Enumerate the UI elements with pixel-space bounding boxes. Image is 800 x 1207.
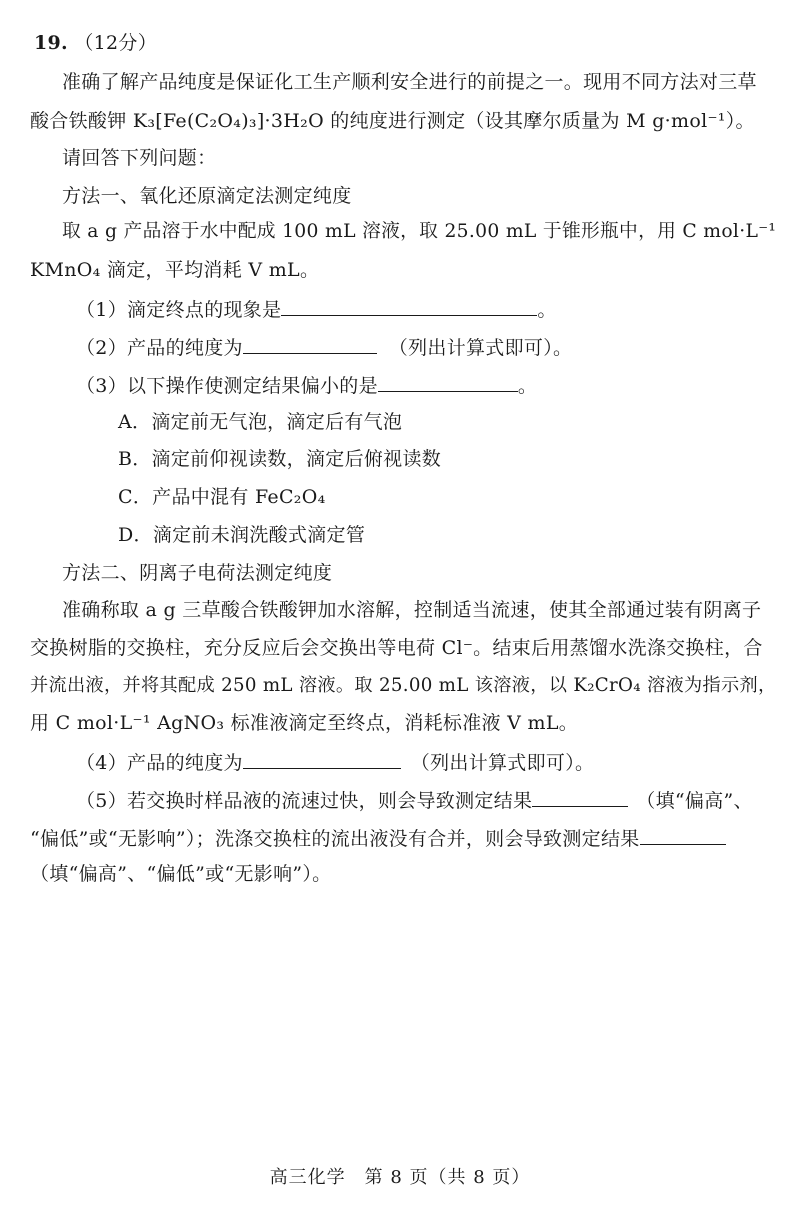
- subquestion-1-end: 。: [537, 299, 557, 321]
- subquestion-4-text: （4）产品的纯度为: [76, 752, 243, 774]
- option-a: A．滴定前无气泡，滴定后有气泡: [118, 411, 403, 433]
- subquestion-1-text: （1）滴定终点的现象是: [76, 299, 282, 321]
- subquestion-2-end: （列出计算式即可）。: [388, 337, 573, 359]
- question-score: （12分）: [74, 32, 157, 54]
- method2-desc-line-3: 并流出液，并将其配成 250 mL 溶液。取 25.00 mL 该溶液，以 K₂CrO₄ 溶液为指示剂，: [30, 675, 777, 696]
- option-c: C．产品中混有 FeC₂O₄: [118, 486, 326, 508]
- subquestion-2-text: （2）产品的纯度为: [76, 337, 243, 359]
- method1-title: 方法一、氧化还原滴定法测定纯度: [62, 185, 352, 207]
- subquestion-5-line-3: （填“偏高”、“偏低”或“无影响”）。: [30, 863, 332, 885]
- subquestion-1: [76, 295, 557, 323]
- question-number: 19.: [34, 32, 68, 54]
- method2-title: 方法二、阴离子电荷法测定纯度: [62, 562, 333, 584]
- method2-desc-line-4: 用 C mol·L⁻¹ AgNO₃ 标准液滴定至终点，消耗标准液 V mL。: [30, 712, 579, 734]
- subquestion-3-end: 。: [517, 375, 538, 397]
- answer-blank-3[interactable]: [378, 371, 518, 392]
- subquestion-4: [76, 748, 594, 776]
- subquestion-5-line-1: [76, 786, 753, 814]
- method2-desc-line-1: 准确称取 a g 三草酸合铁酸钾加水溶解，控制适当流速，使其全部通过装有阴离子: [62, 599, 762, 621]
- answer-blank-2[interactable]: [243, 333, 377, 354]
- subquestion-5-text: （5）若交换时样品液的流速过快，则会导致测定结果: [76, 790, 533, 812]
- option-b: B．滴定前仰视读数，滴定后俯视读数: [118, 448, 442, 470]
- subquestion-5-line-2-text: “偏低”或“无影响”）；洗涤交换柱的流出液没有合并，则会导致测定结果: [30, 828, 640, 850]
- intro-line-2: 酸合铁酸钾 K₃[Fe(C₂O₄)₃]·3H₂O 的纯度进行测定（设其摩尔质量为 M g·mol⁻¹）。: [30, 110, 755, 132]
- subquestion-2: [76, 333, 572, 361]
- subquestion-4-end: （列出计算式即可）。: [410, 752, 595, 774]
- question-header: [34, 30, 157, 56]
- subquestion-3-text: （3）以下操作使测定结果偏小的是: [76, 375, 378, 397]
- subquestion-5-end: （填“偏高”、: [636, 790, 753, 812]
- method1-desc-line-1: 取 a g 产品溶于水中配成 100 mL 溶液，取 25.00 mL 于锥形瓶中，用 C mol·L⁻¹: [62, 221, 777, 242]
- method1-desc-line-2: KMnO₄ 滴定，平均消耗 V mL。: [30, 259, 320, 281]
- intro-line-1: 准确了解产品纯度是保证化工生产顺利安全进行的前提之一。现用不同方法对三草: [62, 71, 757, 93]
- option-d: D．滴定前未润洗酸式滴定管: [118, 524, 366, 546]
- answer-blank-4[interactable]: [243, 748, 401, 769]
- answer-prompt: 请回答下列问题：: [62, 147, 217, 169]
- subquestion-3: [76, 371, 537, 399]
- subquestion-5-line-2: [30, 824, 726, 852]
- answer-blank-5b[interactable]: [640, 824, 726, 845]
- page-footer: 高三化学 第 8 页（共 8 页）: [269, 1167, 531, 1188]
- answer-blank-1[interactable]: [281, 295, 537, 316]
- method2-desc-line-2: 交换树脂的交换柱，充分反应后会交换出等电荷 Cl⁻。结束后用蒸馏水洗涤交换柱，合: [30, 637, 763, 659]
- answer-blank-5a[interactable]: [532, 786, 628, 807]
